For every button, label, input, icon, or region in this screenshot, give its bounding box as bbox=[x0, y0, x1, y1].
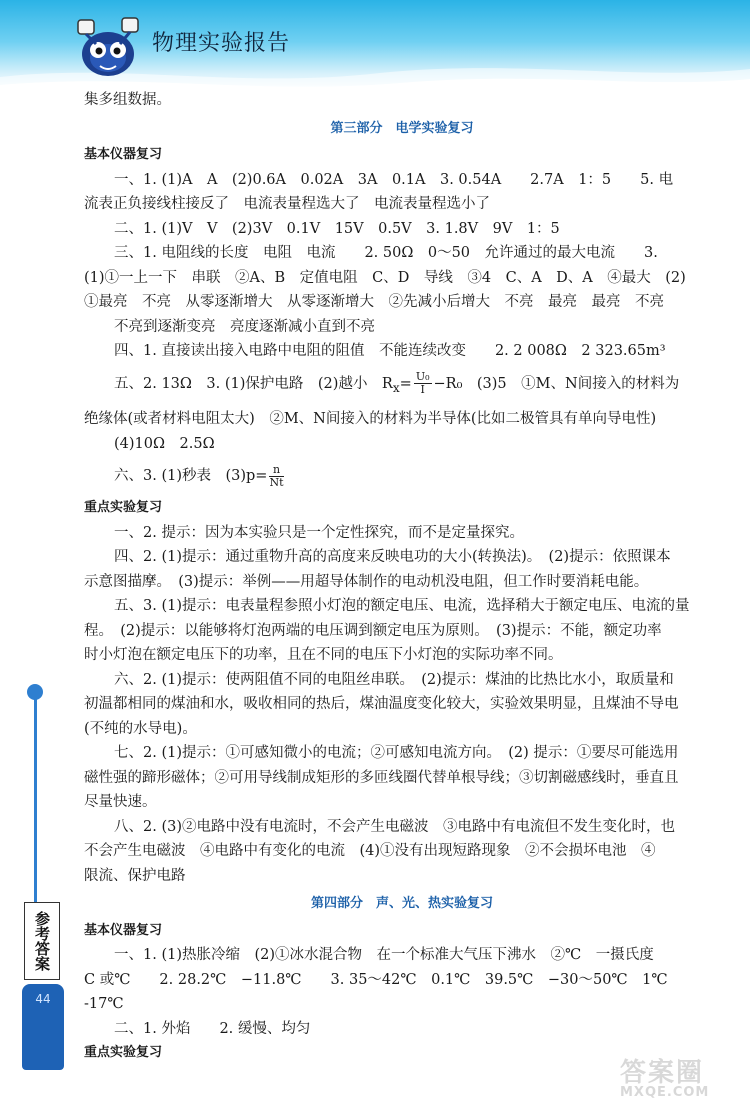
formula-line bbox=[84, 364, 720, 408]
text-line: 不会产生电磁波 ④电路中有变化的电流 (4)①没有出现短路现象 ②不会损坏电池 ④ bbox=[84, 843, 656, 860]
text-line: (4)10Ω 2.5Ω bbox=[114, 435, 215, 452]
text-line: 尽量快速。 bbox=[84, 794, 157, 811]
text-line: 三、1. 电阻线的长度 电阻 电流 2. 50Ω 0～50 允许通过的最大电流 3. bbox=[114, 245, 658, 261]
fraction-denominator: I bbox=[420, 383, 425, 396]
text-line: 不亮到逐渐变亮 亮度逐渐减小直到不亮 bbox=[114, 318, 375, 335]
subsection-heading: 基本仪器复习 bbox=[84, 147, 163, 162]
text-line: 流表正负接线柱接反了 电流表量程选大了 电流表量程选小了 bbox=[84, 196, 490, 212]
left-sidebar bbox=[20, 690, 60, 1090]
text-line: 程。 (2)提示：以能够将灯泡两端的电压调到额定电压为原则。 (3)提示：不能，额定功率 bbox=[84, 622, 662, 639]
text-line: 示意图描摩。 (3)提示：举例——用超导体制作的电动机没电阻，但工作时要消耗电能。 bbox=[84, 573, 649, 590]
text-line: 四、2. (1)提示：通过重物升高的高度来反映电功的大小(转换法)。 (2)提示：依照课本 bbox=[114, 549, 671, 566]
page-header bbox=[0, 0, 750, 92]
text-line: 二、1. (1)V V (2)3V 0.1V 15V 0.5V 3. 1.8V 9V 1：5 bbox=[114, 220, 560, 237]
page-title: 物理实验报告 bbox=[152, 31, 291, 56]
text-line: 四、1. 直接读出接入电路中电阻的阻值 不能连续改变 2. 2 008Ω 2 323.65m³ bbox=[114, 343, 666, 359]
watermark-url: MXQE.COM bbox=[620, 1085, 710, 1100]
section-heading-3: 第三部分 电学实验复习 bbox=[330, 120, 474, 136]
fraction bbox=[414, 371, 432, 396]
answer-tab-label: 参考答案 bbox=[24, 902, 60, 980]
fraction bbox=[269, 464, 283, 489]
text-line: 限流、保护电路 bbox=[84, 867, 186, 884]
text-line: ①最亮 不亮 从零逐渐增大 从零逐渐增大 ②先减小后增大 不亮 最亮 最亮 不亮 bbox=[84, 294, 664, 310]
text-line: 磁性强的蹄形磁体；②可用导线制成矩形的多匝线圈代替单根导线；③切割磁感线时，垂直且 bbox=[84, 769, 679, 786]
text-line: 七、2. (1)提示：①可感知微小的电流；②可感知电流方向。 (2) 提示：①要尽可能选用 bbox=[114, 745, 679, 762]
watermark bbox=[620, 1060, 740, 1100]
text-line: -17℃ bbox=[84, 996, 124, 1013]
text-span: 六、3. (1)秒表 (3)p= bbox=[114, 468, 268, 485]
sidebar-line bbox=[34, 690, 37, 910]
answer-content bbox=[84, 88, 720, 1066]
text-line: 六、2. (1)提示：使两阻值不同的电阻丝串联。 (2)提示：煤油的比热比水小，取质量和 bbox=[114, 671, 674, 688]
text-line: 八、2. (3)②电路中没有电流时，不会产生电磁波 ③电路中有电流但不发生变化时，也 bbox=[114, 818, 675, 835]
subsection-heading: 重点实验复习 bbox=[84, 1045, 163, 1061]
fraction-denominator: Nt bbox=[269, 475, 284, 489]
equals-sign: = bbox=[399, 375, 412, 392]
text-line: 绝缘体(或者材料电阻太大) ②M、N间接入的材料为半导体(比如二极管具有单向导电性) bbox=[84, 411, 657, 428]
section-heading-4: 第四部分 声、光、热实验复习 bbox=[310, 896, 493, 912]
fraction-numerator: U₀ bbox=[415, 370, 430, 383]
page-number: 44 bbox=[35, 992, 51, 1006]
subsection-heading: 重点实验复习 bbox=[84, 500, 163, 516]
text-line: 集多组数据。 bbox=[84, 92, 171, 108]
watermark-text: 答案圈 bbox=[620, 1058, 705, 1088]
text-line: 一、1. (1)热胀冷缩 (2)①冰水混合物 在一个标准大气压下沸水 ②℃ 一摄氏度 bbox=[114, 947, 654, 964]
text-line: 五、3. (1)提示：电表量程参照小灯泡的额定电压、电流，选择稍大于额定电压、电流的量 bbox=[114, 598, 690, 615]
text-line: 初温都相同的煤油和水，吸收相同的热后，煤油温度变化较大，实验效果明显，且煤油不导电 bbox=[84, 696, 679, 713]
text-line: 一、1. (1)A A (2)0.6A 0.02A 3A 0.1A 3. 0.54A 2.7A 1：5 5. 电 bbox=[114, 171, 674, 188]
subscript: x bbox=[392, 380, 400, 395]
formula-line bbox=[84, 456, 720, 496]
fraction-numerator: n bbox=[269, 464, 283, 477]
text-line: (不纯的水导电)。 bbox=[84, 720, 197, 737]
text-span: 五、2. 13Ω 3. (1)保护电路 (2)越小 R bbox=[114, 375, 393, 392]
text-line: 一、2. 提示：因为本实验只是一个定性探究，而不是定量探究。 bbox=[114, 524, 524, 541]
text-span: −R₀ (3)5 ①M、N间接入的材料为 bbox=[433, 375, 680, 392]
text-line: 二、1. 外焰 2. 缓慢、均匀 bbox=[114, 1020, 311, 1037]
text-line: (1)①一上一下 串联 ②A、B 定值电阻 C、D 导线 ③4 C、A D、A ④最大 (2) bbox=[84, 269, 686, 286]
text-line: C 或℃ 2. 28.2℃ −11.8℃ 3. 35～42℃ 0.1℃ 39.5℃ −30～50℃ 1℃ bbox=[84, 971, 668, 988]
page-number-badge bbox=[22, 984, 64, 1070]
text-line: 时小灯泡在额定电压下的功率，且在不同的电压下小灯泡的实际功率不同。 bbox=[84, 647, 563, 664]
mascot-icon bbox=[72, 14, 144, 78]
subsection-heading: 基本仪器复习 bbox=[84, 922, 163, 938]
